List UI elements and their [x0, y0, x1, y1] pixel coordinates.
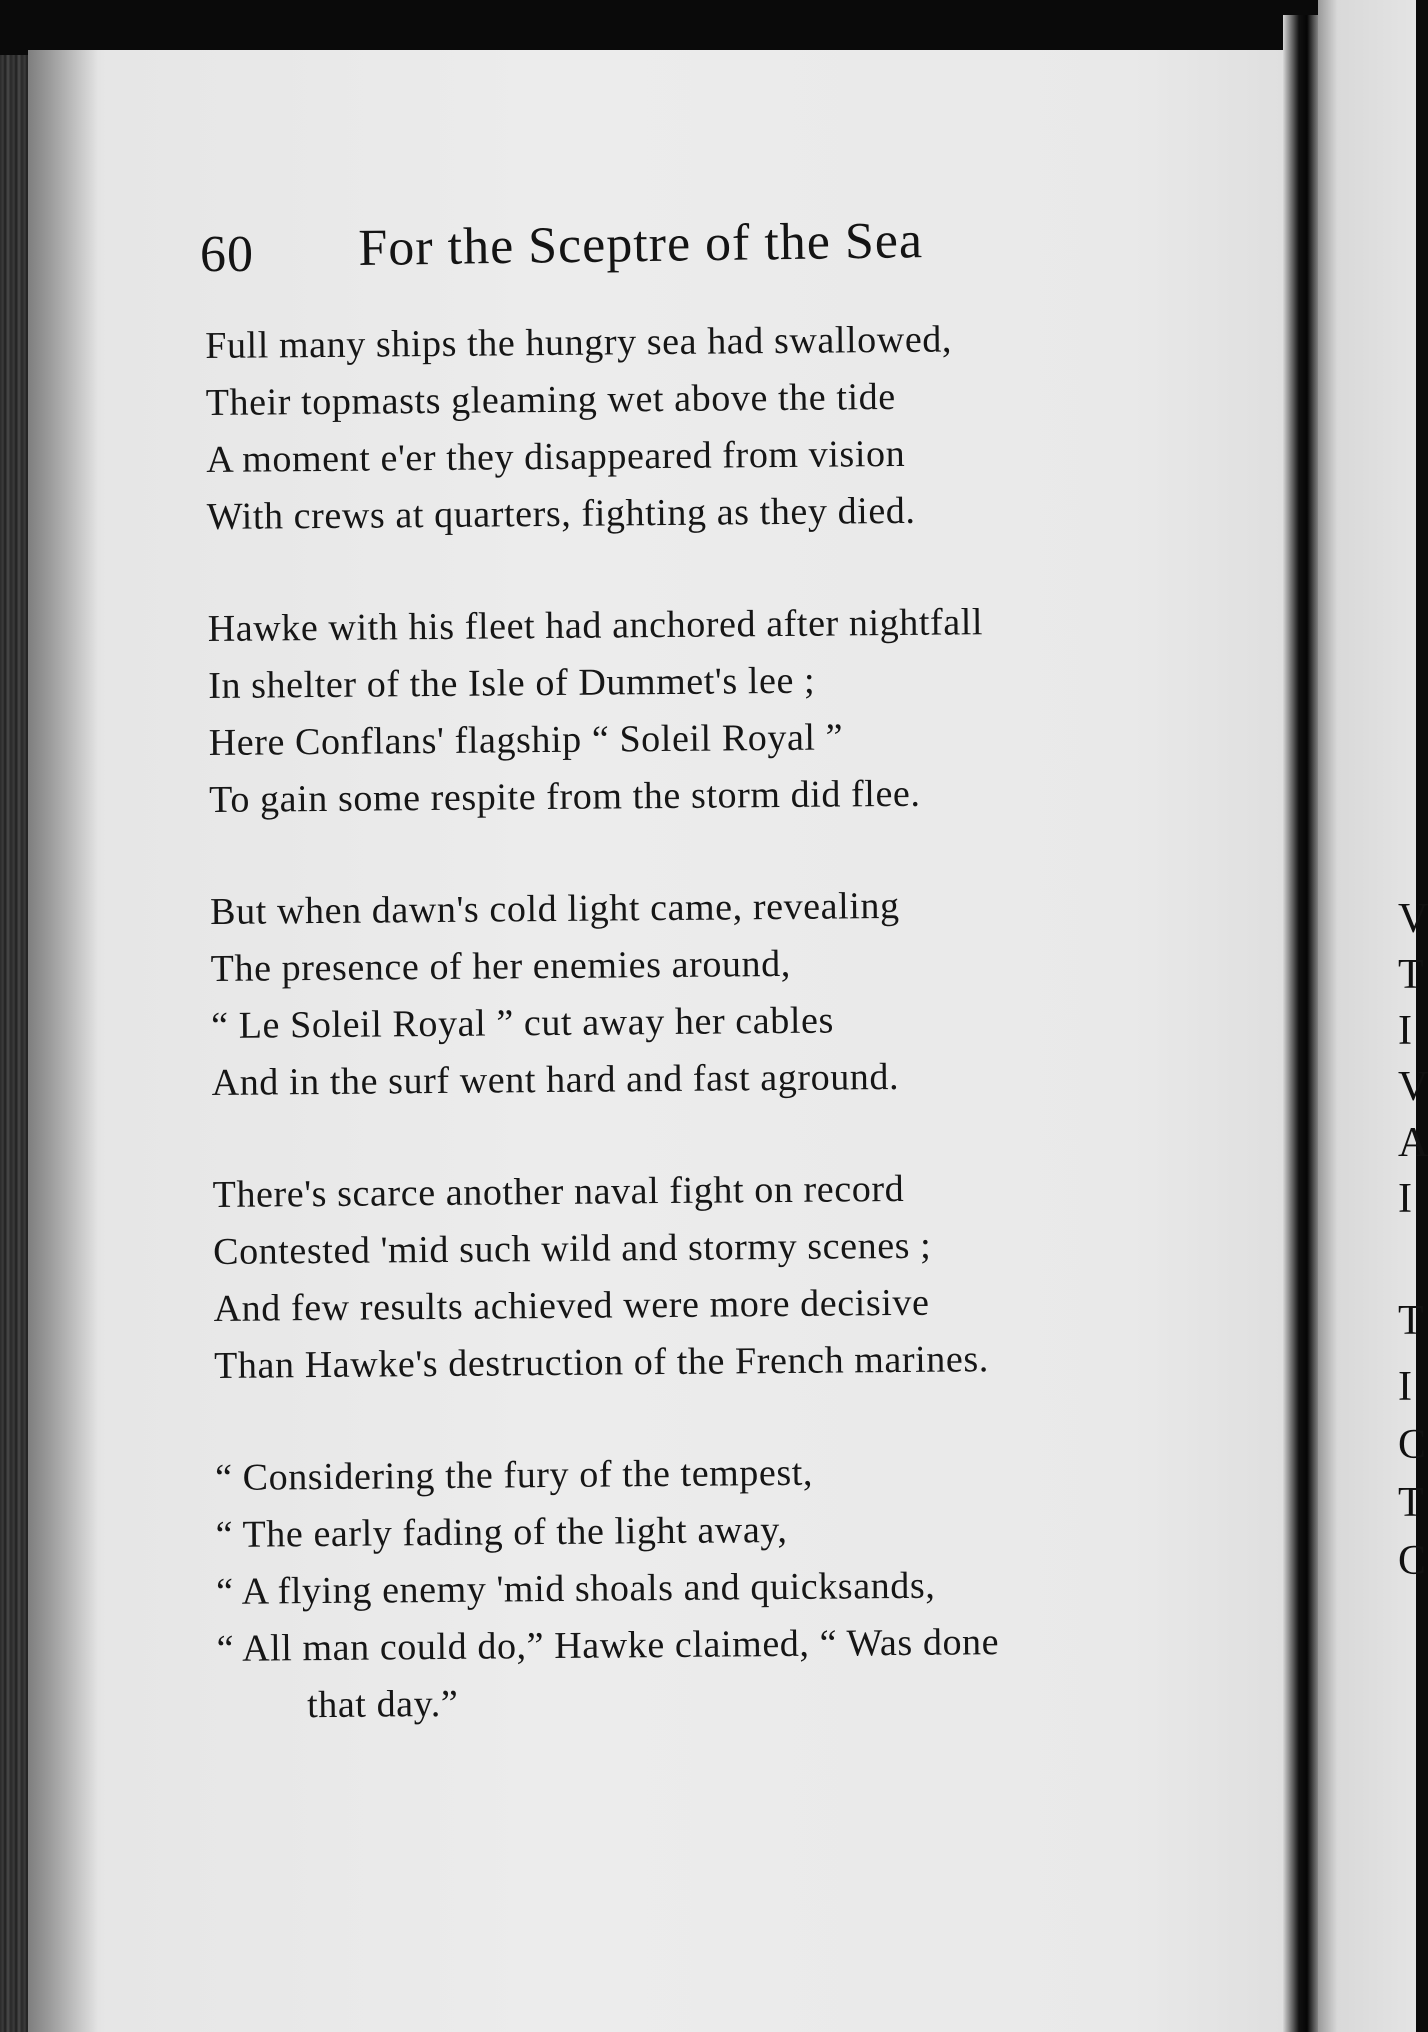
- stanza-2: [207, 592, 1259, 829]
- verse-line: A moment e'er they disappeared from vision: [206, 432, 906, 481]
- page-shadow: [28, 50, 98, 2032]
- verse-line: Contested 'mid such wild and stormy scenes ;: [212, 1224, 932, 1273]
- right-page-glyph: C: [1398, 1422, 1427, 1468]
- right-page-glyph: T: [1398, 1298, 1424, 1344]
- verse-line: “ The early fading of the light away,: [215, 1508, 788, 1556]
- verse-line: Than Hawke's destruction of the French marines.: [213, 1338, 990, 1387]
- verse-line: Full many ships the hungry sea had swallowed,: [205, 318, 953, 367]
- verse-line: The presence of her enemies around,: [210, 942, 792, 990]
- right-page-glyph: I: [1398, 1008, 1412, 1054]
- stanza-1: [205, 309, 1257, 546]
- verse-line: With crews at quarters, fighting as they died.: [206, 489, 916, 538]
- verse-line: “ All man could do,” Hawke claimed, “ Was done: [216, 1621, 1000, 1670]
- verse-line: There's scarce another naval fight on record: [212, 1167, 905, 1216]
- page-header: [200, 212, 1100, 295]
- right-page-glyph: A: [1398, 1120, 1428, 1166]
- page-number: 60: [200, 226, 254, 283]
- verse-line: “ Considering the fury of the tempest,: [214, 1451, 814, 1499]
- stanza-3: [210, 875, 1262, 1112]
- verse-line: In shelter of the Isle of Dummet's lee ;: [208, 659, 816, 707]
- verse-line: To gain some respite from the storm did flee.: [209, 772, 921, 821]
- right-page-glyph: C: [1398, 1538, 1427, 1584]
- right-page-glyph: I: [1398, 1176, 1412, 1222]
- running-title: For the Sceptre of the Sea: [358, 212, 924, 277]
- verse-line-continuation: that day.”: [306, 1682, 459, 1727]
- verse-line: Here Conflans' flagship “ Soleil Royal ”: [208, 716, 844, 764]
- verse-line: Hawke with his fleet had anchored after nightfall: [207, 601, 984, 650]
- right-page-glyph: V: [1398, 1064, 1428, 1110]
- stanza-5: [215, 1441, 1267, 1735]
- verse-line: And in the surf went hard and fast aground.: [211, 1055, 900, 1104]
- right-page-glyph: T: [1398, 1480, 1424, 1526]
- verse-line: “ Le Soleil Royal ” cut away her cables: [210, 999, 835, 1047]
- verse-line: But when dawn's cold light came, revealing: [210, 884, 900, 933]
- book-gutter: [1283, 15, 1323, 2032]
- verse-line: “ A flying enemy 'mid shoals and quicksands,: [215, 1564, 936, 1613]
- stanza-4: [212, 1158, 1264, 1395]
- right-page-glyph: I: [1398, 1364, 1412, 1410]
- right-page-glyph: V: [1398, 896, 1428, 942]
- verse-line: Their topmasts gleaming wet above the tide: [205, 375, 896, 424]
- verse-line: And few results achieved were more decisive: [213, 1281, 930, 1330]
- poem-body: [205, 309, 1268, 1790]
- right-page-glyph: T: [1398, 952, 1424, 998]
